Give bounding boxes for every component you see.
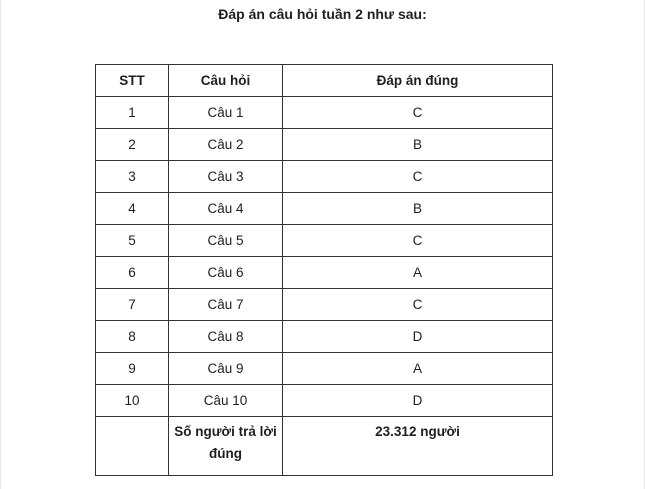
cell-question: Câu 8 xyxy=(169,321,283,353)
table-row xyxy=(96,385,553,417)
header-question: Câu hỏi xyxy=(169,65,283,97)
table-row xyxy=(96,225,553,257)
cell-stt: 9 xyxy=(96,353,169,385)
total-row xyxy=(96,417,553,476)
cell-question: Câu 9 xyxy=(169,353,283,385)
page-left-edge xyxy=(0,0,1,489)
cell-answer: B xyxy=(283,129,553,161)
cell-stt: 10 xyxy=(96,385,169,417)
cell-question: Câu 10 xyxy=(169,385,283,417)
cell-question: Câu 6 xyxy=(169,257,283,289)
page-heading: Đáp án câu hỏi tuần 2 như sau: xyxy=(218,6,427,22)
cell-stt: 8 xyxy=(96,321,169,353)
table-row xyxy=(96,97,553,129)
cell-question: Câu 3 xyxy=(169,161,283,193)
cell-question: Câu 1 xyxy=(169,97,283,129)
cell-answer: A xyxy=(283,257,553,289)
total-value: 23.312 người xyxy=(283,417,553,476)
table-row xyxy=(96,193,553,225)
table-row xyxy=(96,257,553,289)
answer-table-body xyxy=(96,97,553,476)
cell-question: Câu 5 xyxy=(169,225,283,257)
cell-answer: C xyxy=(283,97,553,129)
cell-question: Câu 4 xyxy=(169,193,283,225)
cell-stt: 1 xyxy=(96,97,169,129)
cell-answer: C xyxy=(283,289,553,321)
cell-answer: A xyxy=(283,353,553,385)
cell-question: Câu 7 xyxy=(169,289,283,321)
cell-answer: B xyxy=(283,193,553,225)
header-stt: STT xyxy=(96,65,169,97)
cell-answer: D xyxy=(283,385,553,417)
cell-stt: 6 xyxy=(96,257,169,289)
cell-stt: 5 xyxy=(96,225,169,257)
table-header-row xyxy=(96,65,553,97)
answer-table xyxy=(95,64,553,476)
table-row xyxy=(96,161,553,193)
cell-answer: D xyxy=(283,321,553,353)
header-answer: Đáp án đúng xyxy=(283,65,553,97)
cell-question: Câu 2 xyxy=(169,129,283,161)
table-row xyxy=(96,289,553,321)
total-empty-cell xyxy=(96,417,169,476)
table-row xyxy=(96,353,553,385)
cell-stt: 4 xyxy=(96,193,169,225)
cell-stt: 3 xyxy=(96,161,169,193)
cell-stt: 2 xyxy=(96,129,169,161)
table-row xyxy=(96,321,553,353)
cell-answer: C xyxy=(283,225,553,257)
cell-answer: C xyxy=(283,161,553,193)
total-label: Số người trả lời đúng xyxy=(169,417,283,476)
table-row xyxy=(96,129,553,161)
answer-table-header xyxy=(96,65,553,97)
cell-stt: 7 xyxy=(96,289,169,321)
